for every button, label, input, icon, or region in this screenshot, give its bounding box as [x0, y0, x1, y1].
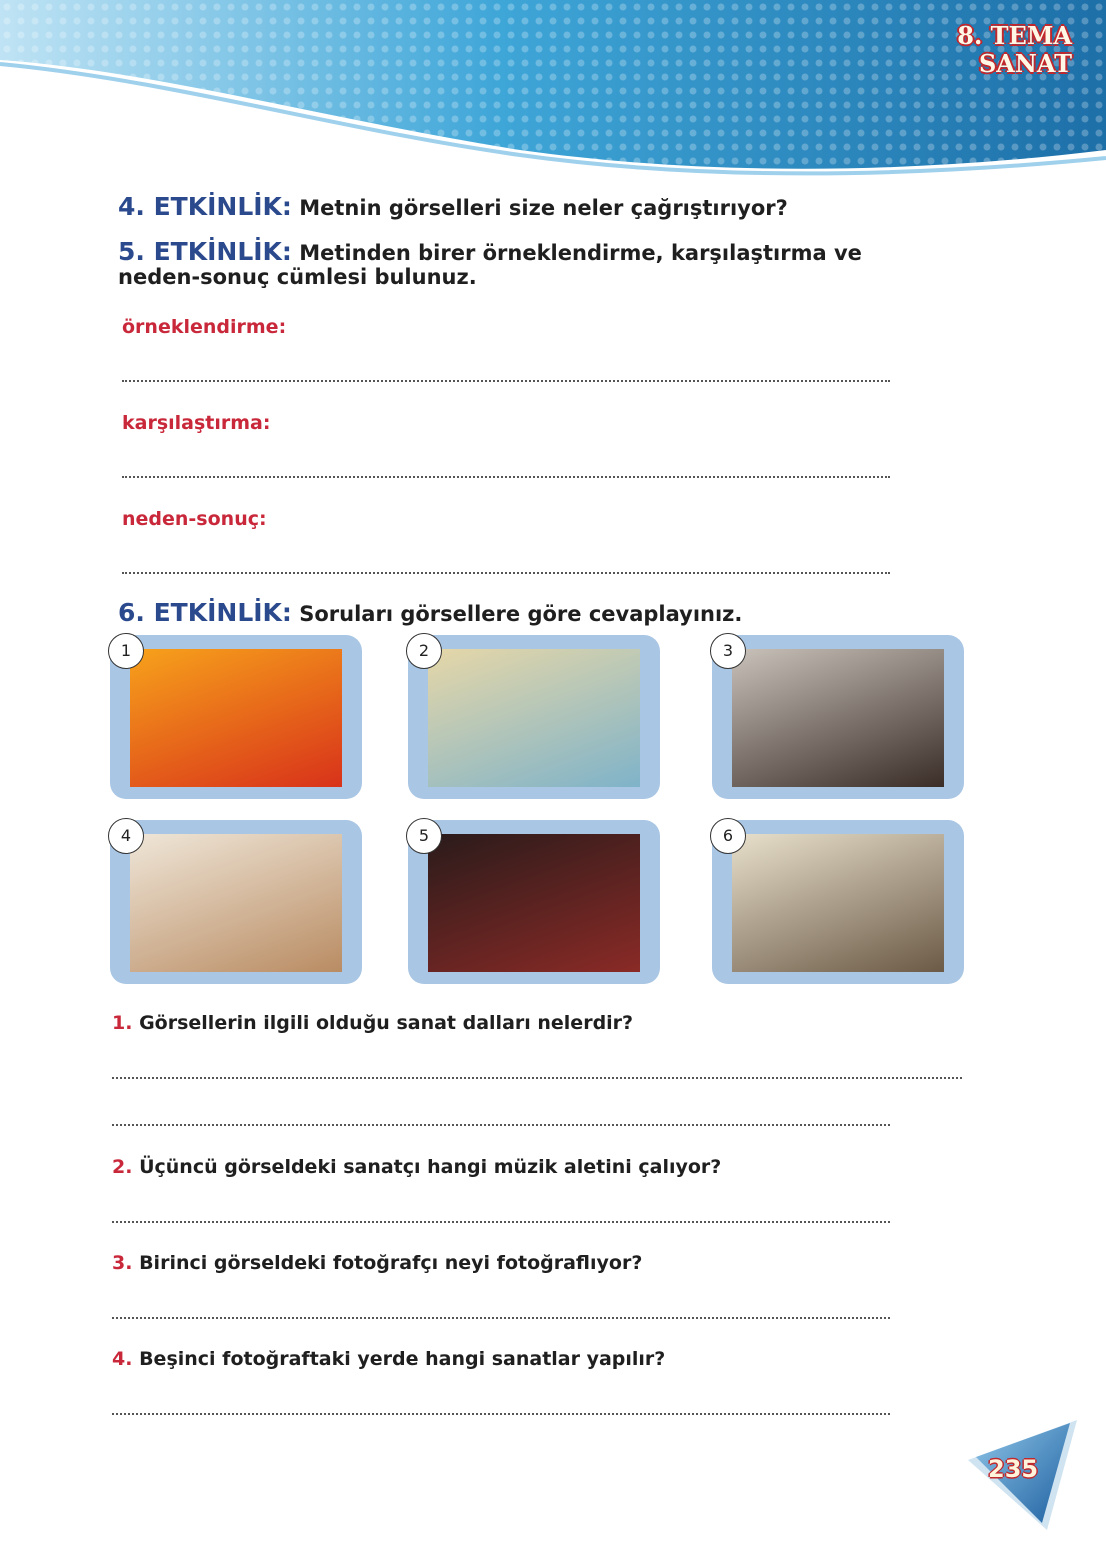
field-label-cause-effect: neden-sonuç:: [122, 508, 267, 530]
violinist-photo: [732, 649, 944, 787]
question-2: [112, 1156, 721, 1178]
image-frame-6: [712, 820, 964, 984]
question-4: [112, 1348, 665, 1370]
image-frame-5: [408, 820, 660, 984]
answer-line[interactable]: [122, 572, 890, 574]
question-number: 2.: [112, 1156, 133, 1178]
question-text: Birinci görseldeki fotoğrafçı neyi fotoğraflıyor?: [139, 1252, 643, 1274]
image-frame-1: [110, 635, 362, 799]
question-number: 1.: [112, 1012, 133, 1034]
question-3: [112, 1252, 642, 1274]
answer-line[interactable]: [122, 476, 890, 478]
question-number: 4.: [112, 1348, 133, 1370]
image-frame-3: [712, 635, 964, 799]
question-number: 3.: [112, 1252, 133, 1274]
painter-photo: [130, 834, 342, 972]
field-label-exemplification: örneklendirme:: [122, 316, 287, 338]
header-wave-banner: [0, 0, 1106, 180]
theme-name: SANAT: [978, 49, 1072, 78]
question-text: Görsellerin ilgili olduğu sanat dalları nelerdir?: [139, 1012, 634, 1034]
answer-line[interactable]: [112, 1221, 890, 1223]
activity-prompt: Metnin görselleri size neler çağrıştırıyor?: [299, 196, 788, 220]
question-1: [112, 1012, 633, 1034]
writer-photo: [732, 834, 944, 972]
theme-title: [957, 22, 1072, 78]
answer-line[interactable]: [112, 1124, 890, 1126]
activity-prompt: Metinden birer örneklendirme, karşılaştırma ve: [299, 241, 862, 265]
miniature-painting-photo: [428, 649, 640, 787]
activity-number: 5. ETKİNLİK:: [118, 237, 292, 266]
image-frame-4: [110, 820, 362, 984]
answer-line[interactable]: [112, 1317, 890, 1319]
answer-line[interactable]: [122, 380, 890, 382]
activity-prompt: Soruları görsellere göre cevaplayınız.: [299, 602, 743, 626]
image-number-badge: 3: [710, 633, 746, 669]
answer-line[interactable]: [112, 1077, 962, 1079]
image-frame-2: [408, 635, 660, 799]
question-text: Beşinci fotoğraftaki yerde hangi sanatlar yapılır?: [139, 1348, 666, 1370]
question-text: Üçüncü görseldeki sanatçı hangi müzik aletini çalıyor?: [139, 1156, 722, 1178]
cinema-hall-photo: [428, 834, 640, 972]
image-number-badge: 5: [406, 818, 442, 854]
answer-line[interactable]: [112, 1413, 890, 1415]
activity-4-heading: [118, 192, 788, 221]
activity-6-heading: [118, 598, 742, 627]
photographer-photo: [130, 649, 342, 787]
image-number-badge: 1: [108, 633, 144, 669]
image-number-badge: 4: [108, 818, 144, 854]
field-label-comparison: karşılaştırma:: [122, 412, 271, 434]
theme-number: 8. TEMA: [957, 21, 1072, 50]
activity-number: 6. ETKİNLİK:: [118, 598, 292, 627]
page-number: 235: [988, 1455, 1039, 1483]
activity-number: 4. ETKİNLİK:: [118, 192, 292, 221]
activity-5-heading: [118, 237, 898, 289]
activity-prompt-cont: neden-sonuç cümlesi bulunuz.: [118, 265, 477, 289]
image-number-badge: 2: [406, 633, 442, 669]
image-number-badge: 6: [710, 818, 746, 854]
